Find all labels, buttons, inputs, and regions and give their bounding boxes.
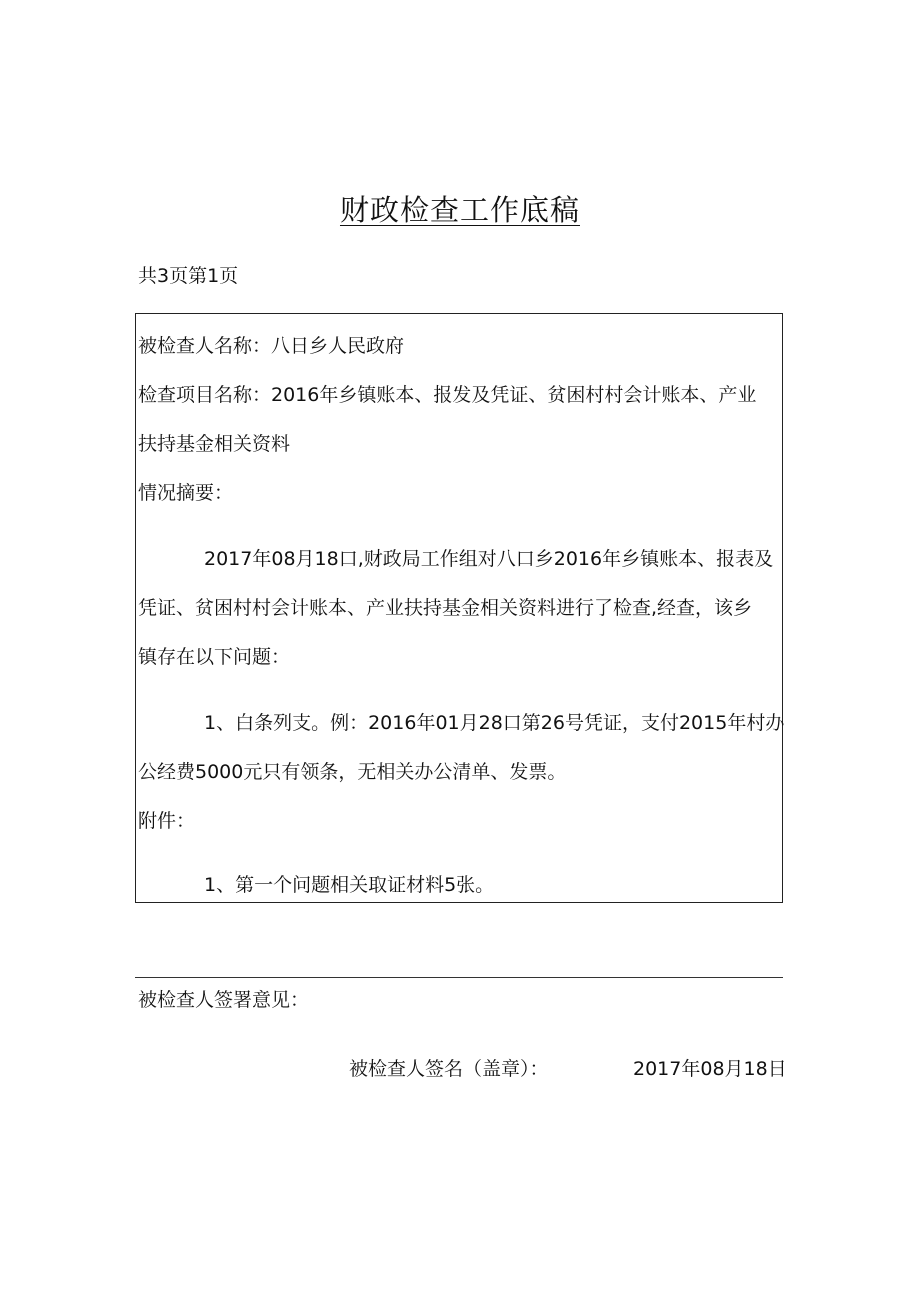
page-count: 共3页第1页 <box>138 265 239 287</box>
project-name-line-2: 扶持基金相关资料 <box>138 433 291 455</box>
opinion-label: 被检查人签署意见： <box>138 989 310 1011</box>
issue-1-line-2: 公经费5000元只有领条，无相关办公清单、发票。 <box>138 761 567 783</box>
signature-date: 2017年08月18日 <box>633 1058 787 1080</box>
attachments-label: 附件： <box>138 810 196 832</box>
signature-separator <box>135 977 783 978</box>
inspection-box <box>135 313 783 903</box>
attachment-1: 1、第一个问题相关取证材料5张。 <box>204 874 495 896</box>
summary-paragraph-line-1: 2017年08月18口,财政局工作组对八口乡2016年乡镇账本、报表及 <box>204 548 774 570</box>
summary-label: 情况摘要： <box>138 482 234 504</box>
issue-1-line-1: 1、白条列支。例：2016年01月28口第26号凭证，支付2015年村办 <box>204 712 785 734</box>
inspected-party: 被检查人名称：八日乡人民政府 <box>138 335 405 357</box>
document-title-text: 财政检查工作底稿 <box>339 193 580 227</box>
project-name-line-1: 检查项目名称：2016年乡镇账本、报发及凭证、贫困村村会计账本、产业 <box>138 384 757 406</box>
summary-paragraph-line-2: 凭证、贫困村村会计账本、产业扶持基金相关资料进行了检查,经查，该乡 <box>138 597 753 619</box>
summary-paragraph-line-3: 镇存在以下问题： <box>138 646 291 668</box>
document-title <box>0 188 920 229</box>
signature-label: 被检查人签名（盖章）： <box>349 1058 549 1080</box>
